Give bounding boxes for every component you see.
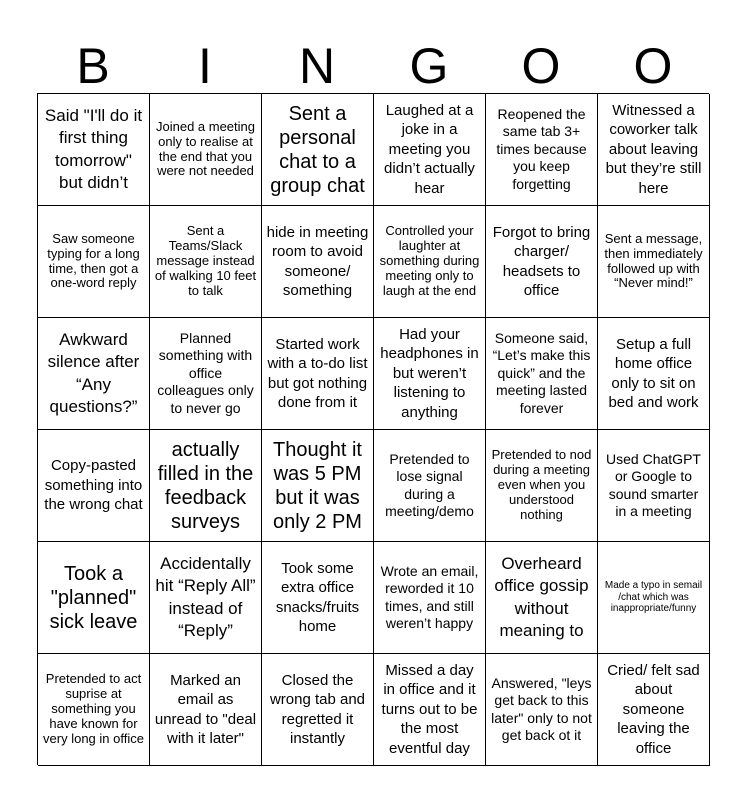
header-letter-o-2: O (633, 38, 673, 94)
bingo-cell[interactable]: Marked an email as unread to "deal with it later" (150, 654, 262, 766)
bingo-header (37, 38, 709, 94)
bingo-cell[interactable]: Sent a personal chat to a group chat (262, 94, 374, 206)
bingo-cell[interactable]: Setup a full home office only to sit on bed and work (598, 318, 710, 430)
bingo-cell[interactable]: Witnessed a coworker talk about leaving but they’re still here (598, 94, 710, 206)
bingo-cell[interactable]: Pretended to lose signal during a meeting/demo (374, 430, 486, 542)
bingo-grid (37, 93, 709, 765)
bingo-cell[interactable]: Pretended to nod during a meeting even when you understood nothing (486, 430, 598, 542)
bingo-cell[interactable]: hide in meeting room to avoid someone/ something (262, 206, 374, 318)
bingo-cell[interactable]: Took a "planned" sick leave (38, 542, 150, 654)
header-letter-g: G (409, 38, 449, 94)
bingo-cell[interactable]: Forgot to bring charger/ headsets to office (486, 206, 598, 318)
bingo-cell[interactable]: Made a typo in semail /chat which was inappropriate/funny (598, 542, 710, 654)
bingo-cell[interactable]: Cried/ felt sad about someone leaving the office (598, 654, 710, 766)
bingo-cell[interactable]: Reopened the same tab 3+ times because you keep forgetting (486, 94, 598, 206)
bingo-cell[interactable]: Controlled your laughter at something during meeting only to laugh at the end (374, 206, 486, 318)
bingo-cell[interactable]: Overheard office gossip without meaning to (486, 542, 598, 654)
bingo-cell[interactable]: Saw someone typing for a long time, then got a one-word reply (38, 206, 150, 318)
bingo-cell[interactable]: Answered, "leys get back to this later" only to not get back ot it (486, 654, 598, 766)
header-letter-b: B (76, 38, 110, 94)
bingo-cell[interactable]: Closed the wrong tab and regretted it instantly (262, 654, 374, 766)
bingo-cell[interactable]: Used ChatGPT or Google to sound smarter in a meeting (598, 430, 710, 542)
bingo-cell[interactable]: Started work with a to-do list but got nothing done from it (262, 318, 374, 430)
bingo-cell[interactable]: Someone said, “Let’s make this quick” and the meeting lasted forever (486, 318, 598, 430)
bingo-cell[interactable]: Awkward silence after “Any questions?” (38, 318, 150, 430)
bingo-cell[interactable]: Missed a day in office and it turns out to be the most eventful day (374, 654, 486, 766)
bingo-cell[interactable]: Wrote an email, reworded it 10 times, and still weren’t happy (374, 542, 486, 654)
header-letter-n: N (298, 38, 336, 94)
header-letter-o: O (521, 38, 561, 94)
bingo-cell[interactable]: Thought it was 5 PM but it was only 2 PM (262, 430, 374, 542)
bingo-cell[interactable]: Took some extra office snacks/fruits home (262, 542, 374, 654)
bingo-cell[interactable]: Copy-pasted something into the wrong chat (38, 430, 150, 542)
bingo-cell[interactable]: actually filled in the feedback surveys (150, 430, 262, 542)
bingo-cell[interactable]: Accidentally hit “Reply All” instead of “Reply” (150, 542, 262, 654)
bingo-cell[interactable]: Joined a meeting only to realise at the end that you were not needed (150, 94, 262, 206)
bingo-cell[interactable]: Sent a Teams/Slack message instead of walking 10 feet to talk (150, 206, 262, 318)
bingo-cell[interactable]: Laughed at a joke in a meeting you didn’t actually hear (374, 94, 486, 206)
bingo-cell[interactable]: Said "I'll do it first thing tomorrow" but didn’t (38, 94, 150, 206)
bingo-cell[interactable]: Sent a message, then immediately followed up with “Never mind!” (598, 206, 710, 318)
bingo-cell[interactable]: Planned something with office colleagues only to never go (150, 318, 262, 430)
bingo-cell[interactable]: Had your headphones in but weren’t listening to anything (374, 318, 486, 430)
bingo-cell[interactable]: Pretended to act suprise at something you have known for very long in office (38, 654, 150, 766)
header-letter-i: I (198, 38, 212, 94)
